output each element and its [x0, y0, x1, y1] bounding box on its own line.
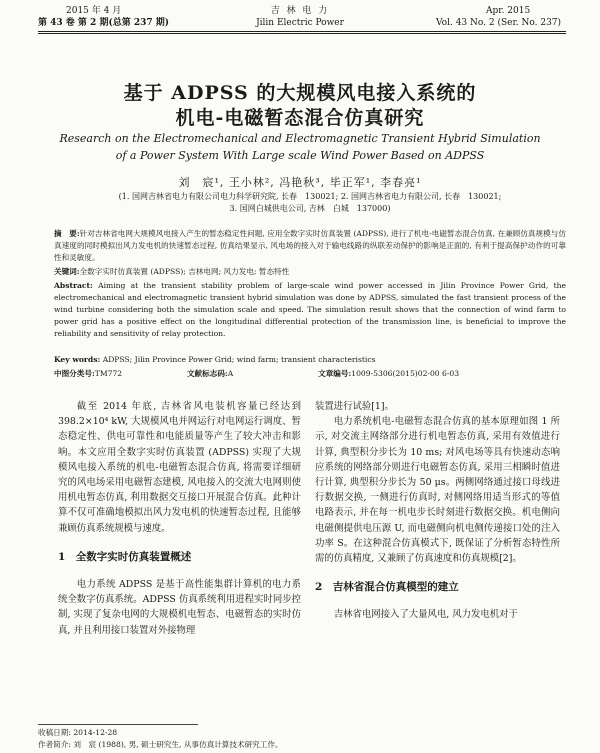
- abstract-cn: [54, 228, 566, 264]
- article-no-label: 文章编号:: [318, 369, 352, 378]
- header-journal-cn: 吉 林 电 力: [270, 6, 330, 16]
- keywords-en-text: ADPSS; Jilin Province Power Grid; wind farm; transient characteristics: [102, 355, 376, 364]
- abstract-cn-text: 针对吉林省电网大规模风电接入产生的暂态稳定性问题, 应用全数字实时仿真装置 (ADPSS), 进行了机电-电磁暂态混合仿真, 在兼顾仿真规模与仿真速度的同时模拟出风力发电机的快速暂态过程, 仿真结果显示, 风电场的接入对于输电线路的纵联差动保护的影响是正面的, 有利于提高保护动作的可靠性和灵敏度。: [54, 229, 566, 262]
- keywords-en-label: Key words:: [54, 355, 101, 364]
- header-date-cn: 2015 年 4 月: [66, 6, 122, 16]
- doc-code-value: A: [227, 369, 234, 378]
- footnote-rule: [38, 724, 198, 725]
- received-date: 收稿日期: 2014-12-28: [38, 728, 118, 737]
- keywords-cn-label: 关键词:: [54, 267, 80, 276]
- title-cn-line1: 基于 ADPSS 的大规模风电接入系统的: [123, 82, 477, 104]
- section-1-paragraph: 电力系统 ADPSS 是基于高性能集群计算机的电力系统全数字仿真系统。ADPSS 仿真系统利用进程实时同步控制, 实现了复杂电网的大规模机电暂态、电磁暂态的实时仿真, 并且利用接口装置对外接物理: [58, 579, 301, 636]
- affiliation-line1: (1. 国网吉林省电力有限公司电力科学研究院, 长春 130021; 2. 国网吉林省电力有限公司, 长春 130021;: [118, 192, 502, 201]
- author-list: 刘 宸¹, 王小林², 冯艳秋³, 毕正军¹, 李春亮¹: [178, 176, 422, 189]
- right-continuation: 装置进行试验[1]。: [315, 401, 394, 412]
- abstract-en-label: Abstract:: [54, 281, 93, 290]
- section-1-heading: 1 全数字实时仿真装置概述: [58, 550, 192, 563]
- clc-label: 中图分类号:: [54, 369, 95, 378]
- intro-paragraph: 截至 2014 年底, 吉林省风电装机容量已经达到 398.2×10⁴ kW, 大规模风电并网运行对电网运行调度、暂态稳定性、供电可靠性和电能质量等产生了较大冲击和影响。本文应用全数字实时仿真装置 (ADPSS) 实现了大规模风电接入系统的机电-电磁暂态混合仿真, 将需要详细研究的风电场采用电磁暂态建模, 风电接入的交流大电网则使用机电暂态仿真, 利用数据交互接口开展混合仿真。此种计算不仅可准确地模拟出风力发电机的快速暂态过程, 且能够兼顾仿真系统规模与速度。: [58, 401, 301, 534]
- header-rule-double: [38, 33, 566, 34]
- title-en-line1: Research on the Electromechanical and Electromagnetic Transient Hybrid Simulation: [59, 132, 541, 145]
- left-column: [58, 399, 301, 638]
- header-volume-en: Vol. 43 No. 2 (Ser. No. 237): [436, 18, 562, 28]
- hybrid-principle-paragraph: 电力系统机电-电磁暂态混合仿真的基本原理如图 1 所示, 对交流主网络部分进行机电暂态仿真, 采用有效值进行计算, 典型积分步长为 10 ms; 对风电场等具有快速动态响应系统的网络部分则进行电磁暂态仿真, 采用三相瞬时值进行计算, 典型积分步长为 50 μs。两侧网络通过接口母线进行数据交换, 一侧进行仿真时, 对侧网络用适当形式的等值电路表示, 并在每一机电步长时刻进行数据交换。机电侧向电磁侧提供电压源 U, 而电磁侧向机电侧传递接口处的注入功率 S。在这种混合仿真模式下, 既保证了分析暂态特性所需的仿真精度, 又兼顾了仿真速度和仿真规模[2]。: [315, 416, 560, 565]
- affiliations: [60, 191, 560, 215]
- abstract-en-text: Aiming at the transient stability problem of large-scale wind power accessed in Jilin Province Power Grid, the electromechanical and electromagnetic transient hybrid simulation was done by ADPSS, simulated the fast transient process of the wind turbine considering both the simulation scale and speed. The simulation result shows that the connection of wind farm to power grid has a positive effect on the longitudinal differential protection of the transmission line, is beneficial to improve the reliability and sensitivity of relay protection.: [54, 281, 567, 338]
- abstract-cn-label: 摘 要:: [54, 229, 80, 238]
- classification-line: [54, 368, 566, 380]
- title-cn-line2: 机电-电磁暂态混合仿真研究: [175, 107, 425, 129]
- header-journal-en: Jilin Electric Power: [256, 18, 344, 28]
- doc-code-label: 文献标志码:: [186, 369, 228, 378]
- right-column: [315, 399, 560, 623]
- author-bio: 作者简介: 刘 宸 (1988), 男, 硕士研究生, 从事仿真计算技术研究工作。: [38, 740, 283, 749]
- title-en-line2: of a Power System With Large scale Wind Power Based on ADPSS: [115, 149, 485, 162]
- header-rule: [38, 31, 566, 32]
- header-date-en: Apr. 2015: [486, 6, 531, 16]
- affiliation-line2: 3. 国网白城供电公司, 吉林 白城 137000): [229, 204, 391, 213]
- keywords-en: [54, 354, 566, 366]
- article-no-value: 1009-5306(2015)02-00 6-03: [351, 369, 460, 378]
- clc-value: TM772: [94, 369, 123, 378]
- header-volume-cn: 第 43 卷 第 2 期(总第 237 期): [38, 18, 170, 28]
- keywords-cn: [54, 266, 566, 278]
- section-2-heading: 2 吉林省混合仿真模型的建立: [315, 581, 459, 594]
- section-2-paragraph: 吉林省电网接入了大量风电, 风力发电机对于: [333, 609, 518, 621]
- keywords-cn-text: 全数字实时仿真装置 (ADPSS); 吉林电网; 风力发电; 暂态特性: [79, 267, 290, 276]
- abstract-en: [54, 280, 566, 340]
